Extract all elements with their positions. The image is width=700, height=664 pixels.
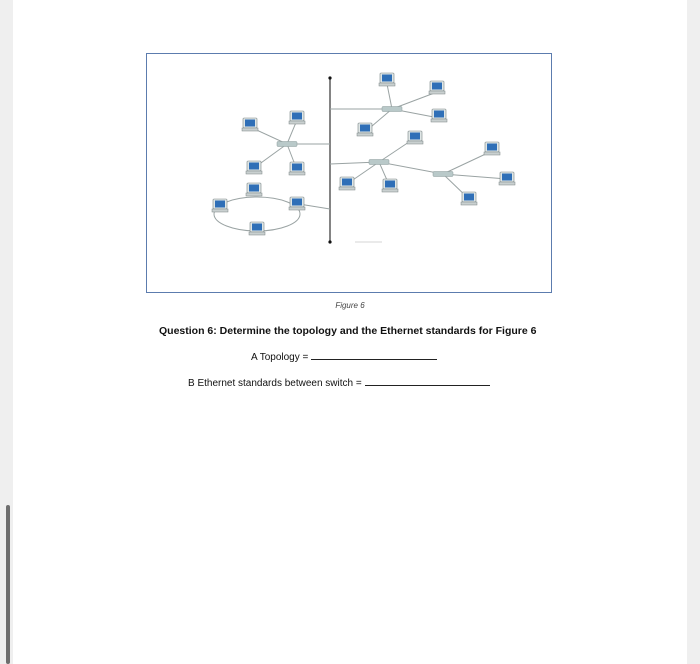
answer-a-line [251,350,437,363]
answer-b-label: B Ethernet standards between switch = [188,378,362,389]
scrollbar-handle[interactable] [6,505,10,664]
question-6-text: Question 6: Determine the topology and the Ethernet standards for Figure 6 [159,325,537,337]
document-page [13,0,687,664]
figure-caption: Figure 6 [335,301,365,310]
cables [214,84,507,231]
answer-a-blank[interactable] [311,350,437,360]
figure-6-frame [146,53,552,293]
answer-b-line [188,376,490,389]
network-diagram-icon [147,54,551,292]
computers [212,73,515,235]
backbone-bus [328,76,331,243]
answer-b-blank[interactable] [365,376,490,386]
answer-a-label: A Topology = [251,352,309,363]
